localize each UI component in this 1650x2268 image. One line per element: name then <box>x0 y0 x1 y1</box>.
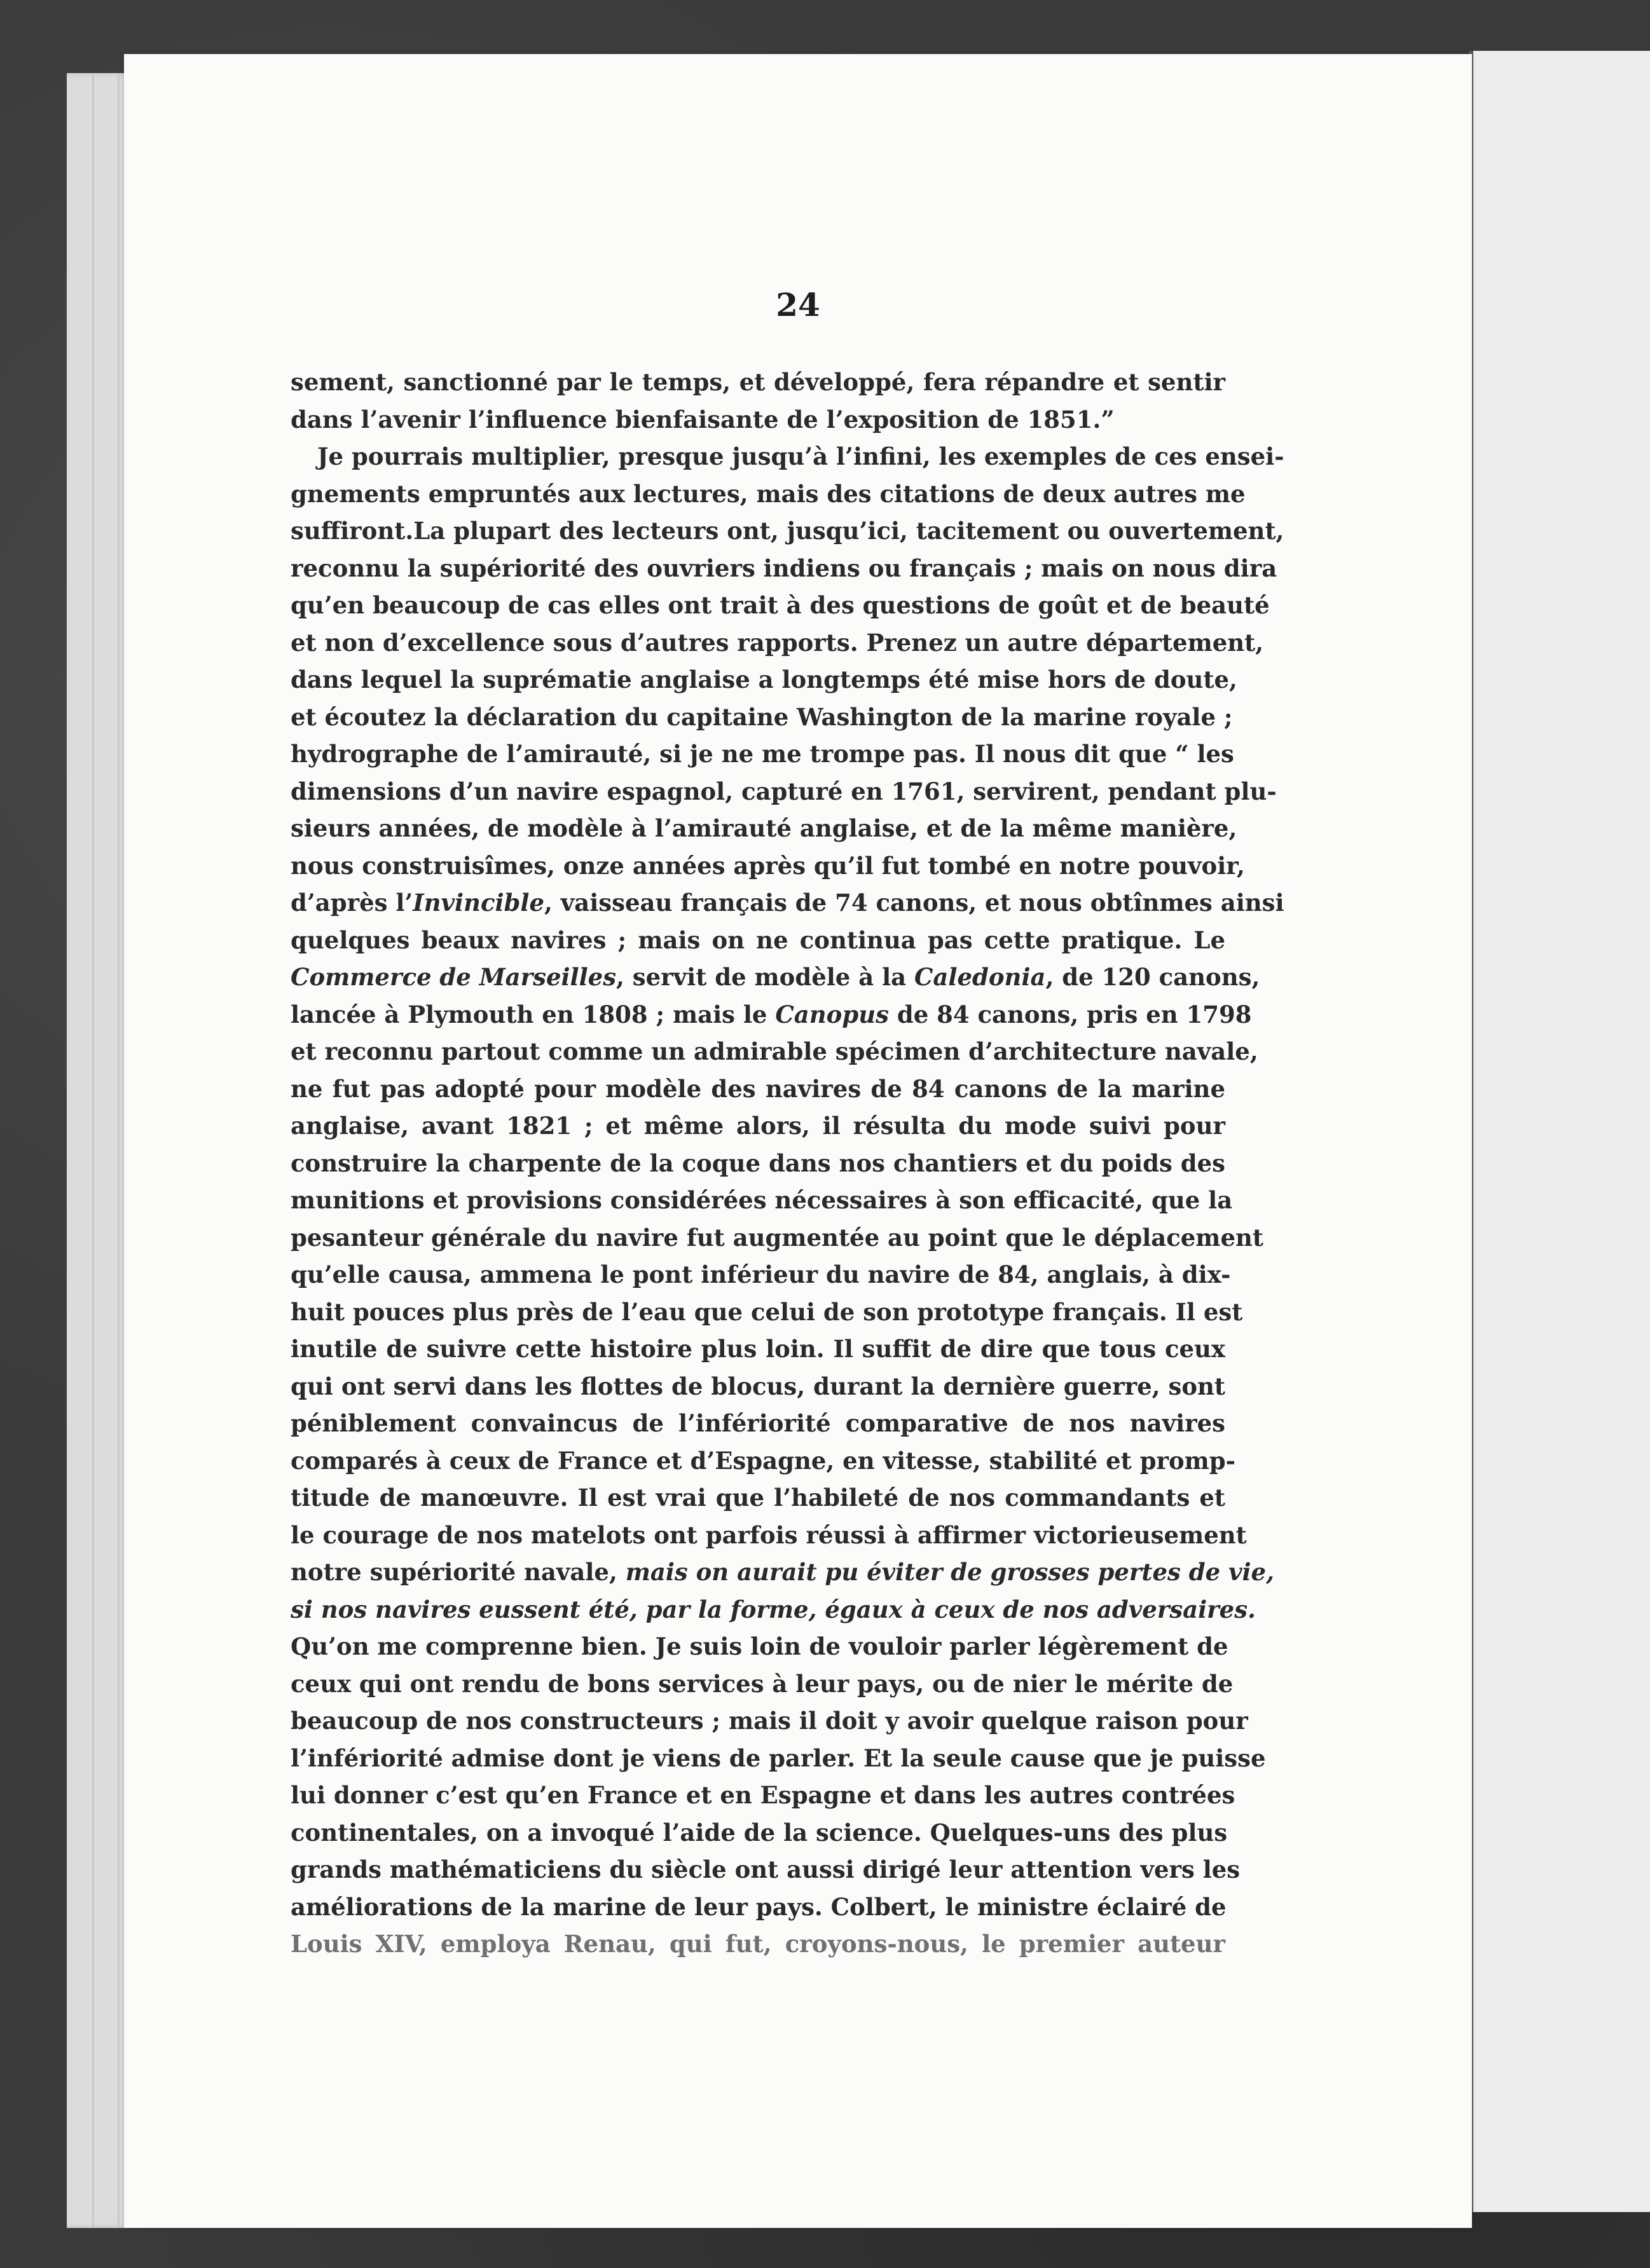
text-segment: Je pourrais multiplier, presque jusqu’à l’infini, les exemples de ces ensei- <box>317 442 1284 470</box>
text-segment: sement, sanctionné par le temps, et développé, fera répandre et sentir <box>291 368 1225 396</box>
text-line <box>291 922 1225 959</box>
text-segment: et écoutez la déclaration du capitaine Washington de la marine royale ; <box>291 702 1233 731</box>
text-line <box>291 1554 1274 1591</box>
text-line <box>291 587 1270 624</box>
text-segment: dans lequel la suprématie anglaise a longtemps été mise hors de doute, <box>291 666 1237 693</box>
text-segment: lancée à Plymouth en 1808 ; mais le <box>291 1000 776 1028</box>
text-line <box>291 661 1237 699</box>
text-segment: anglaise, avant 1821 ; et même alors, il résulta du mode suivi pour <box>291 1112 1225 1140</box>
text-line <box>291 1256 1231 1294</box>
text-segment: , servit de modèle à la <box>616 963 914 991</box>
text-line <box>291 959 1260 996</box>
text-segment: titude de manœuvre. Il est vrai que l’habileté de nos commandants et <box>291 1484 1225 1512</box>
text-line <box>291 1033 1258 1070</box>
text-segment: le courage de nos matelots ont parfois réussi à affirmer victorieusement <box>291 1520 1247 1549</box>
text-line <box>291 512 1284 550</box>
text-line <box>291 735 1234 773</box>
text-segment: et reconnu partout comme un admirable spécimen d’architecture navale, <box>291 1037 1258 1065</box>
text-segment: Louis XIV, employa Renau, qui fut, croyons-nous, le premier auteur <box>291 1930 1225 1958</box>
text-segment: ne fut pas adopté pour modèle des navires de 84 canons de la marine <box>291 1074 1225 1103</box>
text-line <box>291 773 1277 810</box>
text-line <box>291 1702 1248 1740</box>
facing-page-edge <box>1469 51 1650 2212</box>
text-line <box>291 1219 1263 1257</box>
text-line <box>291 1777 1235 1814</box>
text-segment: Qu’on me comprenne bien. Je suis loin de vouloir parler légèrement de <box>291 1632 1228 1660</box>
text-line <box>291 996 1252 1034</box>
text-segment: péniblement convaincus de l’infériorité comparative de nos navires <box>291 1409 1225 1437</box>
text-line <box>291 1479 1225 1517</box>
text-segment: dimensions d’un navire espagnol, capturé en 1761, servirent, pendant plu- <box>291 777 1277 805</box>
text-segment: suffiront.La plupart des lecteurs ont, jusqu’ici, tacitement ou ouvertement, <box>291 517 1284 545</box>
italic-text-segment: si nos navires eussent été, par la forme, égaux à ceux de nos adversaires. <box>291 1595 1256 1623</box>
text-segment: et non d’excellence sous d’autres rapports. Prenez un autre département, <box>291 628 1264 657</box>
book-page <box>124 54 1472 2228</box>
italic-text-segment: Invincible <box>413 889 544 917</box>
text-line <box>291 699 1233 736</box>
text-line <box>291 401 1225 439</box>
text-line <box>291 1517 1247 1554</box>
text-line <box>291 1591 1256 1629</box>
text-segment: sieurs années, de modèle à l’amirauté anglaise, et de la même manière, <box>291 814 1237 842</box>
italic-text-segment: Commerce de Marseilles <box>291 963 617 991</box>
text-segment: lui donner c’est qu’en France et en Espagne et dans les autres contrées <box>291 1781 1235 1809</box>
text-line <box>291 1330 1225 1368</box>
text-segment: gnements empruntés aux lectures, mais des citations de deux autres me <box>291 479 1246 508</box>
text-segment: améliorations de la marine de leur pays. Colbert, le ministre éclairé de <box>291 1892 1227 1921</box>
text-segment: hydrographe de l’amirauté, si je ne me trompe pas. Il nous dit que “ les <box>291 740 1234 768</box>
text-line <box>291 810 1237 847</box>
text-segment: de 84 canons, pris en 1798 <box>888 1000 1252 1028</box>
text-line <box>291 1294 1243 1331</box>
text-line <box>291 1665 1234 1703</box>
text-line <box>291 624 1264 662</box>
text-segment: d’après l’ <box>291 889 413 917</box>
text-line <box>291 1851 1241 1889</box>
text-segment: huit pouces plus près de l’eau que celui de son prototype français. Il est <box>291 1297 1243 1326</box>
text-segment: , de 120 canons, <box>1045 963 1260 991</box>
text-line <box>291 1442 1236 1480</box>
text-segment: , vaisseau français de 74 canons, et nous obtînmes ainsi <box>544 889 1284 917</box>
text-line <box>291 1814 1228 1852</box>
italic-text-segment: mais on aurait pu éviter de grosses pertes de vie, <box>625 1558 1274 1586</box>
text-segment: continentales, on a invoqué l’aide de la science. Quelques-uns des plus <box>291 1818 1228 1847</box>
text-segment: reconnu la supériorité des ouvriers indiens ou français ; mais on nous dira <box>291 554 1277 582</box>
text-segment: qui ont servi dans les flottes de blocus, durant la dernière guerre, sont <box>291 1372 1225 1400</box>
text-line <box>291 1145 1225 1182</box>
text-segment: inutile de suivre cette histoire plus loin. Il suffit de dire que tous ceux <box>291 1335 1225 1363</box>
text-line <box>291 1405 1225 1442</box>
text-line <box>291 364 1225 401</box>
text-line <box>291 847 1245 885</box>
text-line <box>291 1182 1233 1219</box>
text-segment: qu’en beaucoup de cas elles ont trait à des questions de goût et de beauté <box>291 591 1270 619</box>
text-segment: quelques beaux navires ; mais on ne continua pas cette pratique. Le <box>291 926 1225 954</box>
text-segment: munitions et provisions considérées nécessaires à son efficacité, que la <box>291 1186 1233 1214</box>
text-line <box>291 550 1277 587</box>
text-segment: dans l’avenir l’influence bienfaisante de l’exposition de 1851.” <box>291 405 1115 434</box>
text-segment: comparés à ceux de France et d’Espagne, en vitesse, stabilité et promp- <box>291 1446 1236 1475</box>
text-line <box>291 1925 1225 1963</box>
text-line <box>291 1107 1225 1145</box>
italic-text-segment: Caledonia <box>914 963 1046 991</box>
page-text <box>291 364 1284 1963</box>
text-segment: l’infériorité admise dont je viens de parler. Et la seule cause que je puisse <box>291 1744 1266 1772</box>
text-line <box>291 1368 1225 1405</box>
text-segment: construire la charpente de la coque dans nos chantiers et du poids des <box>291 1149 1225 1177</box>
text-line <box>291 1740 1266 1777</box>
text-line <box>291 884 1284 922</box>
text-line <box>291 1889 1225 1926</box>
text-segment: qu’elle causa, ammena le pont inférieur du navire de 84, anglais, à dix- <box>291 1260 1231 1288</box>
page-number: 24 <box>776 286 820 324</box>
text-segment: ceux qui ont rendu de bons services à leur pays, ou de nier le mérite de <box>291 1669 1234 1698</box>
text-segment: grands mathématiciens du siècle ont aussi dirigé leur attention vers les <box>291 1855 1241 1883</box>
text-segment: pesanteur générale du navire fut augmentée au point que le déplacement <box>291 1223 1263 1252</box>
text-line <box>291 475 1246 513</box>
text-segment: nous construisîmes, onze années après qu’il fut tombé en notre pouvoir, <box>291 851 1245 880</box>
text-line <box>291 1628 1228 1665</box>
text-segment: notre supériorité navale, <box>291 1558 626 1586</box>
text-line <box>291 438 1284 475</box>
italic-text-segment: Canopus <box>775 1000 889 1028</box>
text-segment: beaucoup de nos constructeurs ; mais il doit y avoir quelque raison pour <box>291 1707 1248 1735</box>
text-line <box>291 1070 1225 1108</box>
